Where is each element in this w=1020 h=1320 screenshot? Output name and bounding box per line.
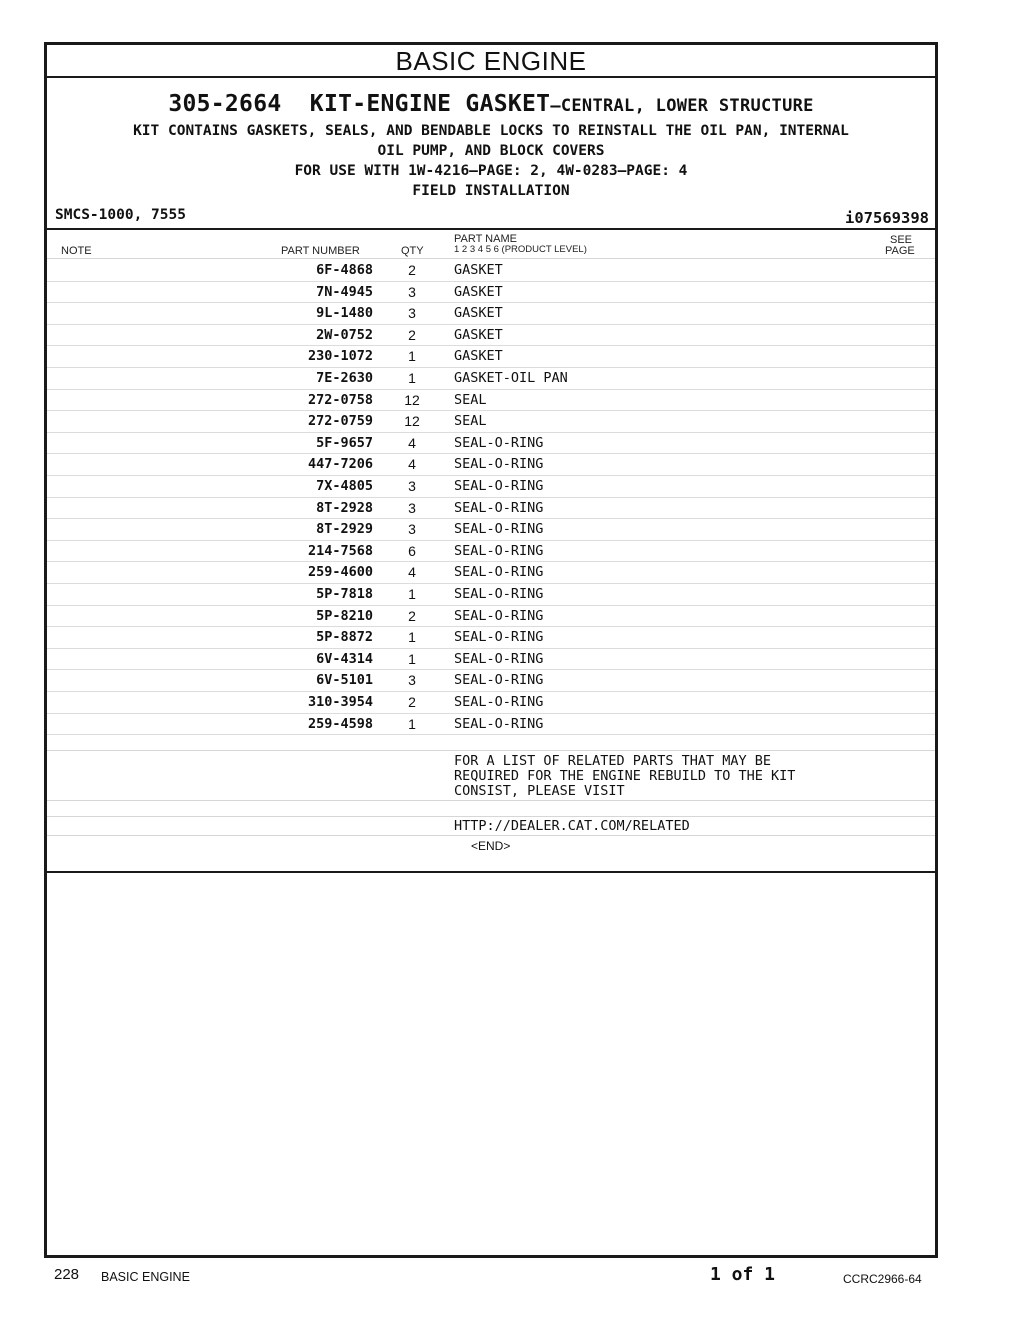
footer-doc-code: CCRC2966-64 bbox=[843, 1272, 922, 1286]
kit-title-line bbox=[47, 89, 935, 121]
part-name: GASKET bbox=[454, 348, 503, 365]
table-row bbox=[47, 389, 935, 412]
part-number[interactable]: 7E-2630 bbox=[316, 370, 373, 386]
part-name: SEAL-O-RING bbox=[454, 586, 544, 602]
related-note-line-3: CONSIST, PLEASE VISIT bbox=[454, 783, 625, 799]
part-name: SEAL-O-RING bbox=[454, 478, 544, 494]
list-end-rule bbox=[47, 871, 935, 873]
part-qty: 3 bbox=[408, 672, 416, 689]
part-number[interactable]: 214-7568 bbox=[307, 542, 373, 559]
col-see: SEE bbox=[890, 234, 913, 246]
part-number[interactable]: 2W-0752 bbox=[316, 326, 373, 343]
part-name: SEAL bbox=[454, 413, 487, 430]
row-rule bbox=[47, 800, 935, 801]
part-number[interactable]: 5P-8872 bbox=[316, 629, 373, 646]
part-name: SEAL-O-RING bbox=[454, 694, 544, 710]
part-qty: 1 bbox=[408, 650, 416, 667]
table-row bbox=[47, 432, 935, 455]
part-name: SEAL-O-RING bbox=[454, 715, 544, 732]
part-name: SEAL bbox=[454, 391, 487, 408]
part-number[interactable]: 5F-9657 bbox=[316, 434, 373, 451]
part-qty: 12 bbox=[404, 413, 420, 430]
part-name: GASKET bbox=[454, 305, 503, 322]
part-number[interactable]: 6V-4314 bbox=[316, 650, 373, 667]
part-name: SEAL-O-RING bbox=[454, 629, 544, 646]
part-name: SEAL-O-RING bbox=[454, 542, 544, 559]
part-qty: 2 bbox=[408, 694, 416, 710]
part-name: SEAL-O-RING bbox=[454, 650, 544, 667]
part-number[interactable]: 272-0759 bbox=[307, 413, 373, 430]
part-name: GASKET-OIL PAN bbox=[454, 370, 568, 386]
part-name: GASKET bbox=[454, 262, 503, 278]
table-row bbox=[47, 518, 935, 541]
col-part-name: PART NAME bbox=[454, 233, 517, 245]
part-number[interactable]: 7X-4805 bbox=[316, 478, 373, 494]
part-qty: 2 bbox=[408, 262, 416, 278]
table-row bbox=[47, 410, 935, 433]
kit-name: KIT-ENGINE GASKET bbox=[309, 91, 551, 117]
table-row bbox=[47, 648, 935, 671]
table-row bbox=[47, 626, 935, 649]
part-qty: 3 bbox=[408, 499, 416, 516]
part-name: SEAL-O-RING bbox=[454, 434, 544, 451]
part-qty: 1 bbox=[408, 629, 416, 646]
part-qty: 4 bbox=[408, 434, 416, 451]
part-qty: 1 bbox=[408, 715, 416, 732]
table-row bbox=[47, 669, 935, 692]
part-number[interactable]: 5P-8210 bbox=[316, 607, 373, 624]
related-note-line-2: REQUIRED FOR THE ENGINE REBUILD TO THE KIT bbox=[454, 768, 796, 784]
part-number[interactable]: 272-0758 bbox=[307, 391, 373, 408]
table-row bbox=[47, 583, 935, 606]
footer-section: BASIC ENGINE bbox=[101, 1270, 190, 1284]
part-qty: 12 bbox=[404, 391, 420, 408]
part-qty: 4 bbox=[408, 456, 416, 473]
table-row bbox=[47, 605, 935, 628]
part-name: SEAL-O-RING bbox=[454, 456, 544, 473]
row-rule bbox=[47, 835, 935, 836]
part-number[interactable]: 259-4598 bbox=[307, 715, 373, 732]
col-product-levels: 1 2 3 4 5 6 (PRODUCT LEVEL) bbox=[454, 244, 587, 255]
table-row bbox=[47, 281, 935, 304]
illustration-id: i07569398 bbox=[845, 209, 929, 227]
part-qty: 2 bbox=[408, 326, 416, 343]
table-row bbox=[47, 540, 935, 563]
kit-installation: FIELD INSTALLATION bbox=[412, 183, 570, 199]
part-number[interactable]: 7N-4945 bbox=[316, 283, 373, 300]
kit-use-with: FOR USE WITH 1W-4216—PAGE: 2, 4W-0283—PAGE: 4 bbox=[294, 163, 688, 179]
part-number[interactable]: 259-4600 bbox=[307, 564, 373, 581]
kit-description-2: OIL PUMP, AND BLOCK COVERS bbox=[377, 143, 605, 159]
kit-description-1: KIT CONTAINS GASKETS, SEALS, AND BENDABLE LOCKS TO REINSTALL THE OIL PAN, INTERNAL bbox=[133, 123, 849, 139]
table-row bbox=[47, 475, 935, 498]
table-row bbox=[47, 453, 935, 476]
part-number[interactable]: 9L-1480 bbox=[316, 305, 373, 322]
section-title: BASIC ENGINE bbox=[47, 45, 935, 78]
col-page: PAGE bbox=[885, 245, 915, 257]
part-number[interactable]: 230-1072 bbox=[307, 348, 373, 365]
part-qty: 1 bbox=[408, 370, 416, 386]
related-note-line-1: FOR A LIST OF RELATED PARTS THAT MAY BE bbox=[454, 753, 771, 769]
header-rule bbox=[47, 228, 935, 230]
part-name: SEAL-O-RING bbox=[454, 607, 544, 624]
part-qty: 1 bbox=[408, 586, 416, 602]
part-name: GASKET bbox=[454, 283, 503, 300]
part-name: SEAL-O-RING bbox=[454, 499, 544, 516]
table-row bbox=[47, 561, 935, 584]
part-number[interactable]: 6F-4868 bbox=[316, 262, 373, 278]
part-name: GASKET bbox=[454, 326, 503, 343]
table-row bbox=[47, 345, 935, 368]
table-row bbox=[47, 497, 935, 520]
smcs-code: SMCS-1000, 7555 bbox=[55, 207, 186, 223]
part-qty: 3 bbox=[408, 305, 416, 322]
row-rule bbox=[47, 816, 935, 817]
kit-header bbox=[47, 89, 935, 201]
part-qty: 3 bbox=[408, 521, 416, 538]
related-parts-note bbox=[454, 754, 795, 799]
row-rule bbox=[47, 750, 935, 751]
part-number[interactable]: 310-3954 bbox=[307, 694, 373, 710]
part-qty: 3 bbox=[408, 283, 416, 300]
part-number[interactable]: 6V-5101 bbox=[316, 672, 373, 689]
kit-part-number: 305-2664 bbox=[168, 91, 282, 117]
end-marker: <END> bbox=[471, 839, 511, 853]
page-frame bbox=[44, 42, 938, 1258]
footer-page-number: 228 bbox=[54, 1266, 80, 1283]
part-number[interactable]: 5P-7818 bbox=[316, 586, 373, 602]
col-part-number: PART NUMBER bbox=[281, 245, 360, 257]
part-qty: 3 bbox=[408, 478, 416, 494]
table-row bbox=[47, 259, 935, 282]
table-row bbox=[47, 713, 935, 736]
part-name: SEAL-O-RING bbox=[454, 672, 544, 689]
part-qty: 6 bbox=[408, 542, 416, 559]
kit-name-suffix: —CENTRAL, LOWER STRUCTURE bbox=[550, 96, 814, 116]
table-row bbox=[47, 691, 935, 714]
part-number[interactable]: 8T-2928 bbox=[316, 499, 373, 516]
part-qty: 4 bbox=[408, 564, 416, 581]
col-qty: QTY bbox=[401, 245, 424, 257]
part-qty: 1 bbox=[408, 348, 416, 365]
table-row bbox=[47, 324, 935, 347]
part-number[interactable]: 447-7206 bbox=[307, 456, 373, 473]
part-name: SEAL-O-RING bbox=[454, 564, 544, 581]
table-row bbox=[47, 302, 935, 325]
related-url[interactable]: HTTP://DEALER.CAT.COM/RELATED bbox=[454, 818, 690, 834]
footer-page-of: 1 of 1 bbox=[710, 1264, 776, 1285]
col-note: NOTE bbox=[61, 245, 92, 257]
part-qty: 2 bbox=[408, 607, 416, 624]
table-row bbox=[47, 367, 935, 390]
part-number[interactable]: 8T-2929 bbox=[316, 521, 373, 538]
part-name: SEAL-O-RING bbox=[454, 521, 544, 538]
